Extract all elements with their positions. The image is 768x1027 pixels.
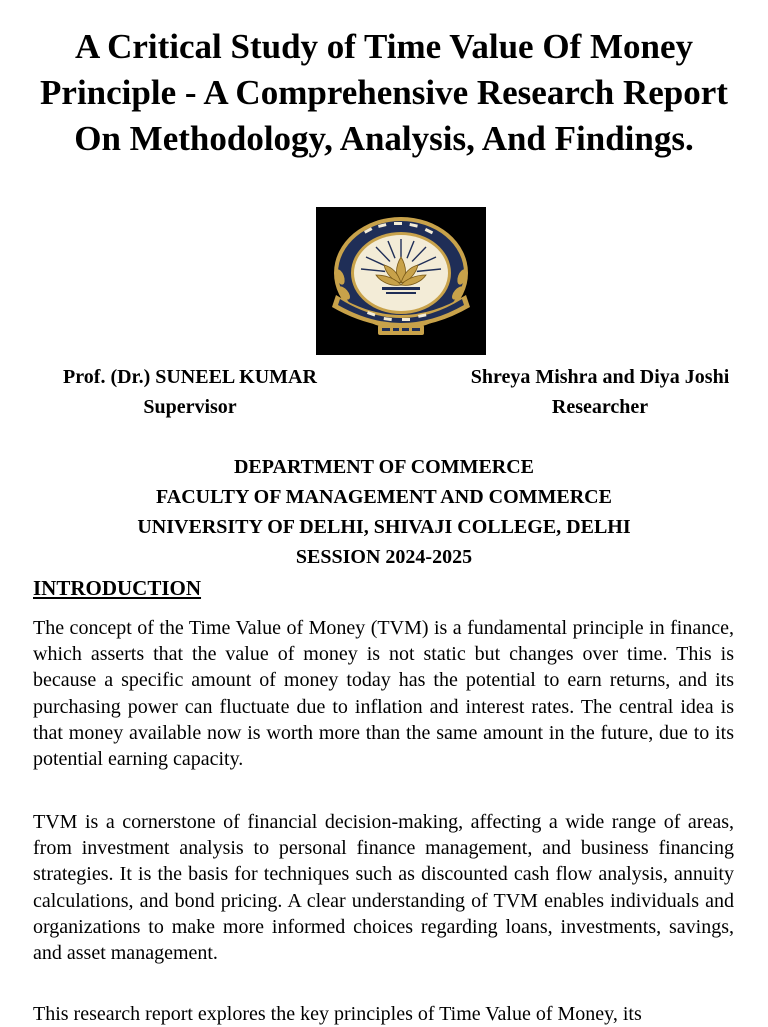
supervisor-name: Prof. (Dr.) SUNEEL KUMAR xyxy=(63,366,317,388)
supervisor-role: Supervisor xyxy=(143,396,237,418)
researcher-name: Shreya Mishra and Diya Joshi xyxy=(470,366,730,388)
introduction-paragraph-1: The concept of the Time Value of Money (TVM) is a fundamental principle in finance, which asserts that the value of money is not static but changes over time. This is because a specific amount of money today has the potential to earn returns, and its purchasing power can fluctuate due to inflation and interest rates. The central idea is that money available now is worth more than the same amount in the future, due to its potential earning capacity. xyxy=(33,617,734,771)
researcher-role: Researcher xyxy=(551,396,649,418)
college-emblem-logo xyxy=(316,207,486,355)
department-block xyxy=(40,452,728,572)
faculty-name: FACULTY OF MANAGEMENT AND COMMERCE xyxy=(156,486,612,508)
introduction-heading: INTRODUCTION xyxy=(33,576,202,600)
report-title: A Critical Study of Time Value Of Money Principle - A Comprehensive Research Report On Methodology, Analysis, And Findings. xyxy=(40,27,728,158)
department-name: DEPARTMENT OF COMMERCE xyxy=(233,456,535,478)
researcher-block xyxy=(450,362,750,422)
introduction-paragraph-3: This research report explores the key principles of Time Value of Money, its xyxy=(33,1003,642,1025)
university-name: UNIVERSITY OF DELHI, SHIVAJI COLLEGE, DELHI xyxy=(137,516,631,538)
supervisor-block xyxy=(40,362,340,422)
introduction-paragraph-2: TVM is a cornerstone of financial decision-making, affecting a wide range of areas, from investment analysis to personal finance management, and business financing strategies. It is the basis for techniques such as discounted cash flow analysis, annuity calculations, and bond pricing. A clear understanding of TVM enables individuals and organizations to make more informed choices regarding loans, investments, savings, and asset management. xyxy=(33,811,734,965)
session-label: SESSION 2024-2025 xyxy=(295,546,473,568)
